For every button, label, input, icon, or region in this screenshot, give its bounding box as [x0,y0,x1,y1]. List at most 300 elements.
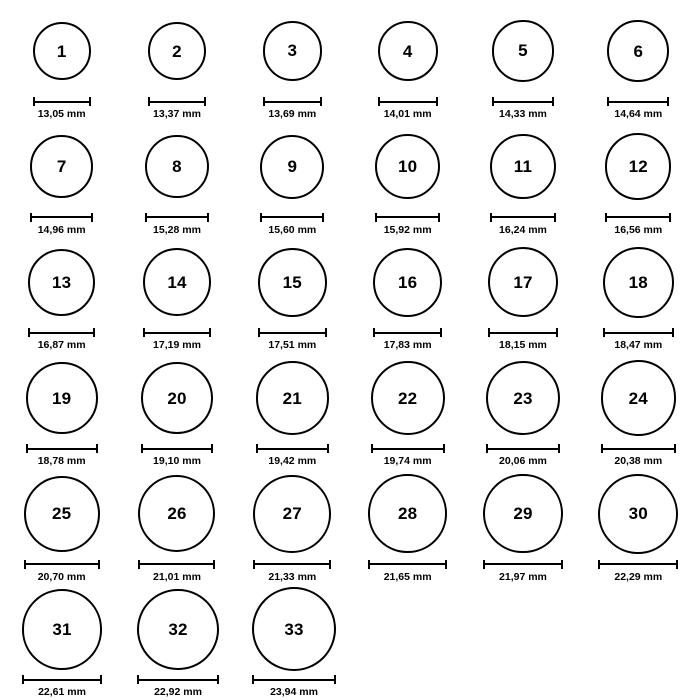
ring-size-number: 22 [397,388,418,408]
measure-line-icon [258,332,327,334]
ring-size-cell[interactable] [584,6,693,120]
measure-cap-right-icon [556,328,558,337]
measure-cap-right-icon [325,328,327,337]
measure-cap-right-icon [561,560,563,569]
ring-size-cell[interactable] [7,469,116,583]
measure-bar-icon [490,213,556,222]
ring-size-number: 23 [513,388,533,408]
measure-line-icon [368,563,447,565]
ring-circle-wrapper [145,122,208,212]
diameter-label: 14,01 mm [383,108,432,120]
ring-circle-wrapper [141,353,213,443]
measure-bar-icon [253,560,331,569]
measure-cap-left-icon [26,444,28,453]
measure-cap-right-icon [213,560,215,569]
measure-cap-left-icon [488,328,490,337]
diameter-measure [607,97,669,120]
ring-size-cell[interactable] [353,237,462,351]
measure-cap-left-icon [24,560,26,569]
ring-size-cell[interactable] [7,6,116,120]
ring-circle-wrapper [24,469,100,559]
ring-circle-icon [263,21,323,81]
measure-cap-right-icon [334,675,336,684]
measure-cap-right-icon [438,213,440,222]
ring-circle-icon [258,248,327,317]
measure-bar-icon [368,560,447,569]
measure-line-icon [253,563,331,565]
diameter-measure [378,97,438,120]
ring-size-cell[interactable] [122,6,231,120]
diameter-measure [30,213,93,236]
ring-size-number: 33 [284,619,304,639]
ring-circle-wrapper [368,469,447,559]
ring-circle-icon [603,247,674,318]
ring-circle-icon [598,474,678,554]
ring-size-cell[interactable] [584,237,693,351]
measure-line-icon [148,101,207,103]
diameter-measure [371,444,445,467]
measure-cap-right-icon [100,675,102,684]
ring-size-cell[interactable] [353,6,462,120]
ring-circle-icon [371,361,445,435]
measure-cap-left-icon [375,213,377,222]
ring-size-cell[interactable] [584,353,693,467]
ring-circle-icon [138,475,215,552]
ring-size-cell[interactable] [468,237,577,351]
diameter-label: 22,61 mm [38,686,86,699]
ring-size-number: 9 [287,157,298,177]
ring-size-cell[interactable] [353,353,462,467]
ring-size-number: 20 [167,388,187,408]
ring-size-number: 11 [513,157,533,177]
diameter-label: 14,64 mm [614,108,663,120]
ring-size-cell[interactable] [238,353,347,467]
ring-size-number: 6 [633,41,644,61]
measure-bar-icon [378,97,438,106]
measure-cap-left-icon [371,444,373,453]
ring-size-cell[interactable] [468,469,577,583]
ring-circle-icon [256,361,329,434]
measure-bar-icon [33,97,91,106]
ring-circle-wrapper [256,353,329,443]
measure-cap-right-icon [93,328,95,337]
ring-size-cell[interactable] [7,237,116,351]
measure-bar-icon [28,328,95,337]
measure-cap-left-icon [253,560,255,569]
ring-circle-wrapper [33,6,91,96]
ring-circle-icon [148,22,207,81]
measure-line-icon [603,332,674,334]
measure-line-icon [143,332,211,334]
ring-circle-wrapper [252,584,336,674]
measure-cap-right-icon [327,444,329,453]
measure-bar-icon [30,213,93,222]
measure-cap-right-icon [91,213,93,222]
ring-circle-wrapper [137,584,219,674]
diameter-measure [368,560,447,583]
ring-size-number: 8 [172,157,182,177]
ring-circle-icon [137,589,219,671]
ring-circle-wrapper [371,353,445,443]
diameter-measure [490,213,556,236]
diameter-label: 18,47 mm [614,339,663,352]
measure-line-icon [30,216,93,218]
diameter-label: 18,15 mm [499,339,547,352]
diameter-measure [24,560,100,583]
measure-bar-icon [148,97,207,106]
ring-circle-wrapper [138,469,215,559]
ring-circle-wrapper [26,353,98,443]
measure-bar-icon [492,97,553,106]
diameter-measure [601,444,677,467]
ring-size-number: 26 [167,504,187,524]
measure-cap-left-icon [486,444,488,453]
ring-size-number: 24 [628,388,648,408]
measure-line-icon [371,448,445,450]
measure-cap-left-icon [490,213,492,222]
measure-cap-left-icon [143,328,145,337]
measure-line-icon [488,332,558,334]
measure-bar-icon [598,560,678,569]
measure-line-icon [373,332,442,334]
ring-circle-icon [26,362,98,434]
measure-line-icon [605,216,671,218]
ring-circle-icon [368,474,447,553]
ring-size-number: 12 [628,157,648,177]
ring-size-number: 30 [628,504,648,524]
measure-cap-left-icon [605,213,607,222]
measure-cap-right-icon [217,675,219,684]
ring-size-number: 32 [168,619,188,639]
ring-size-number: 2 [172,41,182,61]
measure-cap-left-icon [601,444,603,453]
measure-cap-right-icon [89,97,91,106]
ring-circle-icon [601,360,677,436]
ring-circle-icon [486,361,561,436]
ring-circle-icon [141,362,213,434]
diameter-label: 22,92 mm [154,686,202,699]
measure-line-icon [490,216,556,218]
measure-cap-right-icon [674,444,676,453]
ring-size-number: 25 [52,504,72,524]
ring-circle-icon [483,474,562,553]
measure-line-icon [492,101,553,103]
diameter-label: 13,05 mm [37,108,86,120]
measure-bar-icon [260,213,324,222]
ring-circle-icon [145,135,208,198]
measure-cap-left-icon [138,560,140,569]
ring-size-cell[interactable] [353,469,462,583]
ring-size-number: 10 [397,157,418,177]
ring-circle-icon [22,589,103,670]
measure-cap-right-icon [440,328,442,337]
measure-cap-right-icon [443,444,445,453]
ring-size-cell[interactable] [353,122,462,236]
ring-circle-wrapper [486,353,561,443]
ring-size-number: 13 [52,272,72,292]
ring-circle-icon [488,247,558,317]
measure-cap-right-icon [672,328,674,337]
ring-size-cell[interactable] [584,122,693,236]
diameter-measure [22,675,103,698]
diameter-measure [148,97,207,120]
diameter-label: 19,42 mm [268,455,317,468]
measure-cap-left-icon [607,97,609,106]
measure-line-icon [138,563,215,565]
measure-bar-icon [138,560,215,569]
measure-bar-icon [488,328,558,337]
diameter-measure [603,328,674,351]
diameter-measure [373,328,442,351]
ring-circle-icon [24,476,100,552]
ring-circle-wrapper [490,122,556,212]
measure-cap-right-icon [329,560,331,569]
ring-circle-wrapper [601,353,677,443]
measure-cap-left-icon [33,97,35,106]
diameter-measure [605,213,671,236]
measure-bar-icon [256,444,329,453]
size-row [4,122,696,238]
diameter-measure [486,444,561,467]
measure-cap-right-icon [204,97,206,106]
diameter-label: 14,33 mm [499,108,547,120]
ring-size-number: 5 [518,41,528,61]
diameter-label: 20,38 mm [614,455,663,468]
measure-cap-right-icon [436,97,438,106]
measure-bar-icon [603,328,674,337]
ring-size-number: 19 [52,388,72,408]
diameter-label: 21,01 mm [153,570,201,583]
ring-circle-icon [143,248,211,316]
measure-bar-icon [258,328,327,337]
measure-bar-icon [263,97,323,106]
measure-bar-icon [24,560,100,569]
measure-cap-left-icon [483,560,485,569]
measure-cap-left-icon [30,213,32,222]
measure-cap-right-icon [322,213,324,222]
ring-circle-icon [375,134,440,199]
diameter-label: 21,33 mm [268,570,317,583]
diameter-label: 13,37 mm [153,108,201,120]
ring-circle-wrapper [28,237,95,327]
size-row [4,353,696,469]
diameter-label: 16,87 mm [37,339,86,352]
ring-size-cell[interactable] [468,353,577,467]
measure-line-icon [260,216,324,218]
ring-circle-wrapper [605,122,671,212]
measure-line-icon [26,448,98,450]
ring-size-cell[interactable] [7,122,116,236]
ring-size-number: 15 [282,272,302,292]
ring-circle-icon [607,20,669,82]
diameter-measure [252,675,336,698]
ring-size-cell[interactable] [239,584,349,698]
ring-circle-wrapper [375,122,440,212]
measure-line-icon [22,679,103,681]
measure-bar-icon [143,328,211,337]
diameter-measure [145,213,208,236]
diameter-label: 15,60 mm [268,223,317,236]
ring-circle-wrapper [148,6,207,96]
diameter-label: 16,56 mm [614,223,663,236]
measure-cap-right-icon [558,444,560,453]
measure-cap-left-icon [373,328,375,337]
ring-circle-wrapper [607,6,669,96]
diameter-label: 21,65 mm [383,570,432,583]
measure-bar-icon [22,675,103,684]
diameter-measure [483,560,562,583]
diameter-label: 18,78 mm [37,455,86,468]
measure-line-icon [607,101,669,103]
measure-cap-left-icon [378,97,380,106]
measure-line-icon [141,448,213,450]
ring-size-number: 28 [397,504,418,524]
ring-size-number: 14 [167,272,187,292]
ring-size-number: 3 [287,41,298,61]
ring-circle-wrapper [373,237,442,327]
ring-circle-wrapper [603,237,674,327]
diameter-label: 21,97 mm [499,570,547,583]
ring-size-cell[interactable] [238,237,347,351]
ring-size-cell[interactable] [584,469,693,583]
measure-cap-left-icon [137,675,139,684]
ring-size-cell[interactable] [122,469,231,583]
ring-circle-icon [252,587,336,671]
ring-size-number: 16 [397,272,418,292]
measure-cap-left-icon [258,328,260,337]
diameter-measure [375,213,440,236]
size-row [4,584,696,700]
measure-cap-left-icon [492,97,494,106]
diameter-label: 19,74 mm [383,455,432,468]
ring-size-number: 31 [52,619,72,639]
ring-circle-wrapper [260,122,324,212]
measure-cap-right-icon [667,97,669,106]
ring-circle-wrapper [483,469,562,559]
diameter-measure [263,97,323,120]
measure-line-icon [252,679,336,681]
diameter-measure [138,560,215,583]
ring-circle-icon [30,135,93,198]
ring-circle-icon [605,133,671,199]
ring-size-cell[interactable] [122,353,231,467]
ring-circle-wrapper [22,584,103,674]
diameter-label: 16,24 mm [499,223,547,236]
ring-size-number: 1 [56,41,67,61]
diameter-measure [256,444,329,467]
ring-circle-wrapper [30,122,93,212]
measure-cap-left-icon [148,97,150,106]
diameter-measure [143,328,211,351]
measure-line-icon [24,563,100,565]
measure-cap-right-icon [96,444,98,453]
ring-circle-icon [253,475,331,553]
diameter-measure [253,560,331,583]
measure-cap-right-icon [676,560,678,569]
ring-circle-icon [260,135,324,199]
measure-bar-icon [607,97,669,106]
ring-size-cell[interactable] [7,584,117,698]
diameter-label: 19,10 mm [153,455,201,468]
diameter-label: 20,70 mm [37,570,86,583]
measure-cap-right-icon [207,213,209,222]
diameter-label: 17,51 mm [268,339,317,352]
measure-bar-icon [137,675,219,684]
ring-size-number: 29 [513,504,533,524]
ring-size-cell[interactable] [238,6,347,120]
diameter-measure [137,675,219,698]
measure-cap-left-icon [603,328,605,337]
measure-cap-left-icon [368,560,370,569]
size-row [4,237,696,353]
measure-bar-icon [141,444,213,453]
measure-bar-icon [375,213,440,222]
measure-line-icon [256,448,329,450]
ring-circle-wrapper [492,6,553,96]
diameter-label: 15,28 mm [153,223,201,236]
diameter-label: 20,06 mm [499,455,547,468]
measure-line-icon [263,101,323,103]
diameter-measure [598,560,678,583]
measure-line-icon [145,216,208,218]
ring-circle-icon [33,22,91,80]
measure-cap-right-icon [669,213,671,222]
measure-bar-icon [601,444,677,453]
measure-cap-right-icon [320,97,322,106]
diameter-label: 14,96 mm [37,223,86,236]
ring-size-cell[interactable] [238,122,347,236]
diameter-measure [26,444,98,467]
measure-cap-right-icon [98,560,100,569]
ring-size-number: 21 [282,388,302,408]
measure-cap-left-icon [263,97,265,106]
measure-cap-left-icon [256,444,258,453]
ring-size-cell[interactable] [122,237,231,351]
ring-size-cell[interactable] [122,122,231,236]
measure-cap-right-icon [211,444,213,453]
ring-circle-icon [378,21,438,81]
diameter-measure [488,328,558,351]
diameter-measure [258,328,327,351]
ring-circle-icon [490,134,556,200]
diameter-measure [33,97,91,120]
measure-cap-left-icon [145,213,147,222]
size-row [4,6,696,122]
measure-bar-icon [252,675,336,684]
measure-bar-icon [145,213,208,222]
ring-size-cell[interactable] [7,353,116,467]
diameter-label: 17,19 mm [153,339,201,352]
measure-bar-icon [26,444,98,453]
diameter-measure [141,444,213,467]
ring-size-cell[interactable] [468,122,577,236]
measure-line-icon [486,448,561,450]
measure-cap-left-icon [22,675,24,684]
measure-bar-icon [605,213,671,222]
size-row [4,469,696,585]
measure-bar-icon [483,560,562,569]
ring-circle-wrapper [488,237,558,327]
measure-cap-right-icon [552,97,554,106]
ring-size-cell[interactable] [238,469,347,583]
ring-size-number: 18 [628,272,648,292]
measure-cap-left-icon [28,328,30,337]
ring-size-cell[interactable] [468,6,577,120]
measure-line-icon [378,101,438,103]
ring-size-cell[interactable] [123,584,233,698]
measure-line-icon [28,332,95,334]
diameter-label: 15,92 mm [383,223,432,236]
